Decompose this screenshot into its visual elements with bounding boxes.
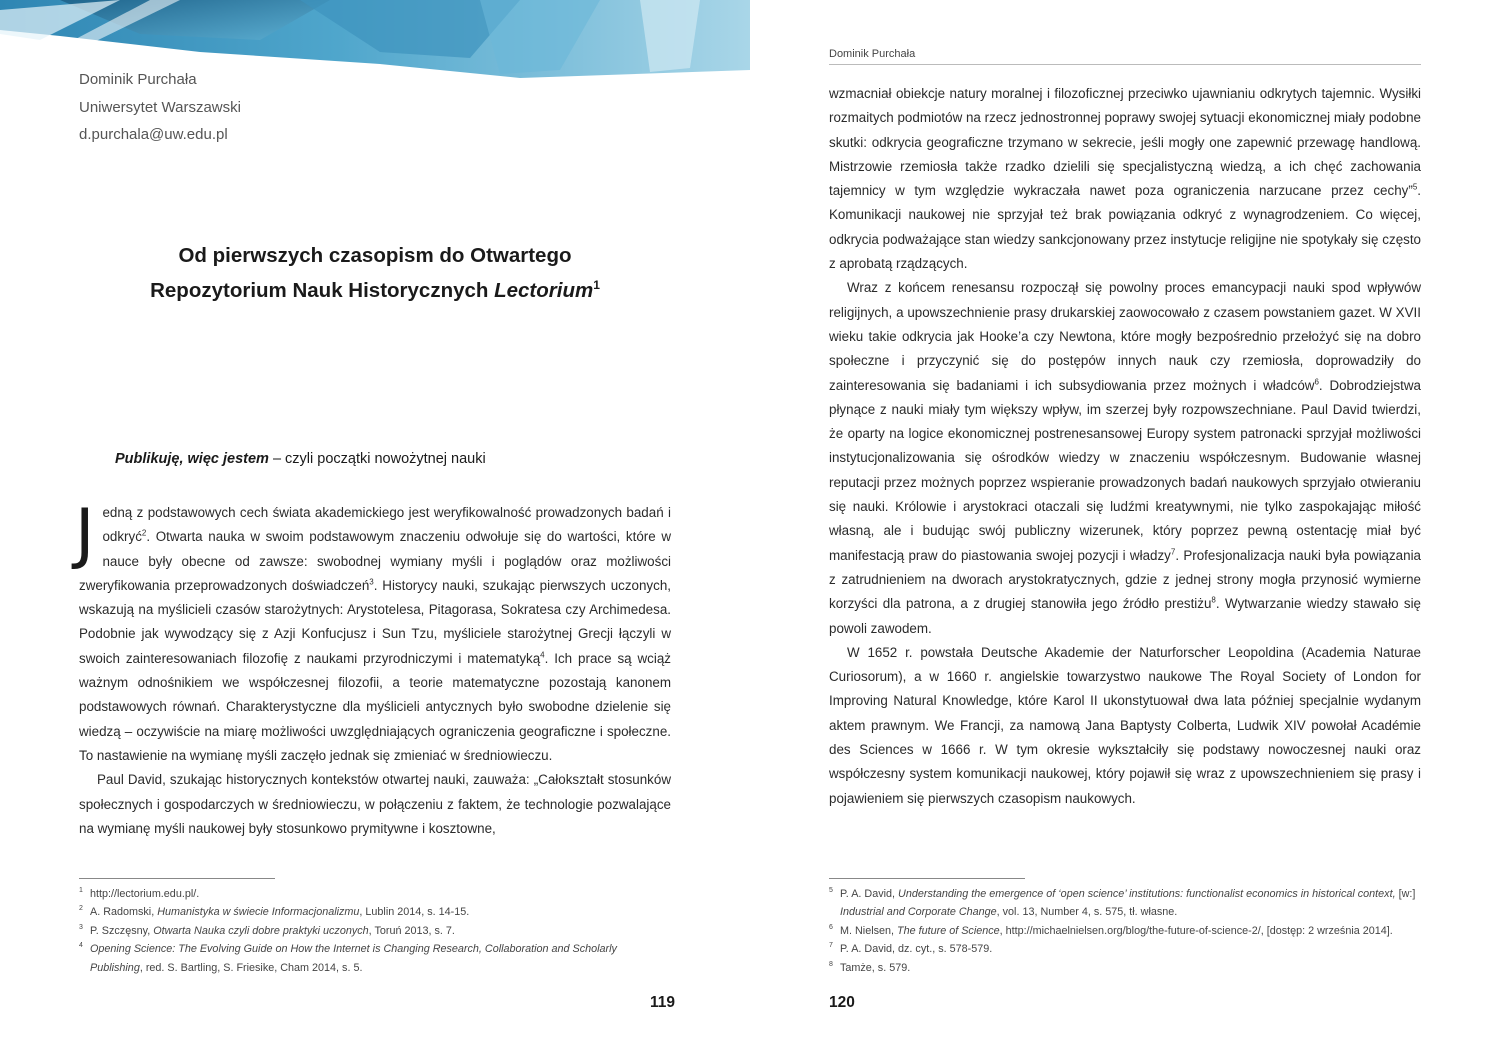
left-body-text (75, 495, 671, 841)
footnote-text: , Lublin 2014, s. 14-15. (359, 906, 470, 919)
footnote-italic: Otwarta Nauka czyli dobre praktyki uczonych (153, 924, 369, 937)
footnote-number: 3 (79, 923, 83, 931)
footnote-text: A. Radomski, (90, 906, 158, 919)
footnote-italic: Understanding the emergence of ‘open science’ institutions: functionalist economics in historical context, (898, 888, 1396, 900)
footnote-italic: Opening Science: The Evolving Guide on How the Internet is Changing Research, Collaboration and Scholarly Publishing (90, 943, 617, 974)
footnote-ref-2: 2 (141, 528, 147, 538)
page-number: 119 (650, 994, 676, 1011)
footnote-italic: The future of Science (897, 924, 1000, 937)
footnote-ref-6: 6 (1314, 377, 1319, 387)
drop-cap: J (75, 495, 95, 572)
footnote-number: 6 (829, 923, 833, 931)
page-number: 120 (829, 994, 855, 1011)
title-line-2 (80, 273, 670, 308)
footnote-italic: Humanistyka w świecie Informacjonalizmu (157, 906, 360, 919)
article-title (80, 238, 670, 308)
text-run: wzmacniał obiekcje natury moralnej i filozoficznej przeciwko ujawnianiu odkrytych tajemnic. Wysiłki rozmaitych podmiotów na rzecz jednostronnej poprawy swojej sytuacji ekonomicznej miały podobne skutki: odkrycia geograficzne trzymano w sekrecie, jeśli mogły one zapewnić przewagę handlową. Mistrzowie rzemiosła także rzadko dzielili się specjalistyczną wiedzą, a ich chęć zachowania tajemnicy w tym względzie wykraczała nawet poza ograniczenia narzucane przez cechy” (829, 86, 1421, 199)
footnote-1 (79, 885, 671, 903)
right-paragraph-3: W 1652 r. powstała Deutsche Akademie der Naturforscher Leopoldina (Academia Naturae Curiosorum), a w 1660 r. angielskie towarzystwo naukowe The Royal Society of London for Improving Natural Knowledge, które Karol II ukonstytuował dwa lata później specjalnie wydanym aktem prawnym. We Francji, za namową Jana Baptysty Colberta, Ludwik XIV powołał Académie des Sciences w 1666 r. W tym okresie wykształciły się podstawy nowoczesnej nauki oraz współczesny system komunikacji naukowej, który pojawił się wraz z upowszechnieniem się prasy i pojawieniem się pierwszych czasopism naukowych. (829, 644, 1421, 806)
footnote-ref-4: 4 (540, 650, 545, 660)
text-run: . Komunikacji naukowej nie sprzyjał też brak powiązania odkryć z wynagrodzeniem. Co więcej, odkrycia podważające stan wiedzy sankcjonowany przez instytucje religijne nie spotykały się często z aprobatą rządzących. (829, 183, 1421, 272)
footnote-text: P. A. David, (840, 888, 899, 900)
footnote-7 (829, 940, 1421, 958)
left-paragraph-2: Paul David, szukając historycznych kontekstów otwartej nauki, zauważa: „Całokształt stosunków społecznych i gospodarczych w średniowieczu, w połączeniu z faktem, że technologie pozwalające na wymianę myśli naukowej były stosunkowo prymitywne i kosztowne, (79, 772, 671, 836)
footnote-text: Tamże, s. 579. (840, 961, 911, 974)
footnote-ref-3: 3 (369, 577, 374, 587)
footnote-number: 7 (829, 942, 833, 950)
author-affiliation: Uniwersytet Warszawski (79, 98, 241, 116)
footnote-number: 4 (79, 942, 83, 950)
footnote-divider (79, 878, 275, 879)
footnote-ref-8: 8 (1211, 595, 1216, 605)
footnote-text: P. A. David, dz. cyt., s. 578-579. (840, 943, 993, 956)
text-run: . Dobrodziejstwa płynące z nauki miały tym większy wpływ, im szerzej były rozpowszechniane. Paul David twierdzi, że oparty na logice ekonomicznej postrenesansowej Europy system patronacki sprzyjał możliwości instytucjonalizowania się ośrodków wiedzy w znaczeniu współczesnym. Budowanie własnej reputacji przez możnych poprzez wspieranie prowadzonych badań naukowych sprzyjało otwieraniu się nauki. Królowie i arystokraci otaczali się ludźmi kreatywnymi, nie tylko zaspokajając miłość własną, ale i budując swój publiczny wizerunek, który poprzez pewną ostentację miał być manifestacją praw do piastowania swojej pozycji i władzy (829, 377, 1421, 563)
text-run: . Otwarta nauka w swoim podstawowym znaczeniu odwołuje się do wartości, które w nauce były obecne od zawsze: swobodnej wymiany myśli i poglądów oraz możliwości zweryfikowania przeprowadzonych doświadczeń (79, 529, 671, 593)
title-line-1: Od pierwszych czasopism do Otwartego (178, 244, 572, 267)
footnote-8 (829, 959, 1421, 977)
text-run: Wraz z końcem renesansu rozpoczął się powolny proces emancypacji nauki spod wpływów religijnych, a upowszechnienie prasy drukarskiej zaowocowało z czasem powstaniem gazet. W XVII wieku takie odkrycia jak Hooke’a czy Newtona, które mogły bezpośrednio przełożyć się na dobro społeczne i przyczynić się do postępów innych nauk czy rzemiosła, doprowadziły do zainteresowania się badaniami i ich subsydiowania przez możnych i władców (829, 280, 1421, 393)
author-email: d.purchala@uw.edu.pl (79, 126, 228, 143)
author-name: Dominik Purchała (79, 71, 197, 88)
footnote-3 (79, 922, 671, 940)
footnote-4 (79, 940, 671, 977)
left-footnotes (79, 885, 671, 977)
section-heading-rest: – czyli początki nowożytnej nauki (268, 451, 486, 467)
footnote-number: 1 (79, 887, 83, 894)
footnote-number: 8 (829, 960, 833, 968)
right-paragraph-2 (829, 276, 1421, 640)
text-run: . Profesjonalizacja nauki była powiązania z zatrudnieniem na dworach arystokratycznych, gdzie z jednej strony mogła przynosić wymierne korzyści dla patrona, a z drugiej stanowiła jego źródło prestiżu (829, 547, 1422, 612)
footnote-text: , http://michaelnielsen.org/blog/the-future-of-science-2/, [dostęp: 2 września 2014]. (999, 924, 1393, 937)
footnote-5 (829, 885, 1421, 922)
text-run: . Historycy nauki, szukając pierwszych uczonych, wskazują na myślicieli czasów starożytnych: Arystotelesa, Pitagorasa, Sokratesa czy Archimedesa. Podobnie jak wywodzący się z Azji Konfucjusz i Sun Tzu, myśliciele starożytnej Grecji łączyli w swoich zainteresowaniach filozofię z naukami przyrodniczymi i matematyką (79, 577, 671, 666)
text-run: . Ich prace są wciąż ważnym odnośnikiem we współczesnej filozofii, a teorie matematyczne pozostają kanonem podstawowych równań. Charakterystyczne dla myślicieli antycznych było swobodne dzielenie się wiedzą – oczywiście na miarę możliwości uwzględniających ograniczenia geograficzne i społeczne. To nastawienie na wymianę myśli zaczęło jednak się zmieniać w średniowieczu. (79, 650, 671, 763)
author-block (79, 66, 241, 149)
footnote-divider (829, 878, 1025, 879)
section-heading (115, 451, 486, 467)
footnote-text: , red. S. Bartling, S. Friesike, Cham 2014, s. 5. (139, 961, 363, 974)
header-divider (829, 64, 1421, 65)
right-footnotes (829, 885, 1421, 977)
footnote-ref-7: 7 (1170, 547, 1176, 557)
title-footnote-ref: 1 (593, 278, 600, 293)
running-header: Dominik Purchała (829, 48, 916, 60)
right-body-text (829, 82, 1421, 811)
footnote-6 (829, 922, 1421, 940)
section-heading-italic: Publikuję, więc jestem (115, 451, 269, 467)
left-paragraph-1 (75, 495, 671, 768)
title-italic-lectorium: Lectorium (494, 279, 594, 302)
footnote-italic: Industrial and Corporate Change (840, 906, 997, 919)
footnote-2 (79, 903, 671, 921)
footnote-number: 2 (79, 905, 83, 913)
footnote-text: , vol. 13, Number 4, s. 575, tł. własne. (996, 906, 1178, 919)
footnote-text: , Toruń 2013, s. 7. (368, 924, 455, 937)
text-run: . Wytwarzanie wiedzy stawało się powoli zawodem. (829, 596, 1422, 636)
footnote-number: 5 (829, 887, 833, 894)
footnote-text: [w:] (1395, 888, 1416, 900)
text-run: edną z podstawowych cech świata akademickiego jest weryfikowalność prowadzonych badań i odkryć (102, 505, 671, 545)
footnote-link[interactable]: http://lectorium.edu.pl/. (90, 888, 200, 900)
footnote-ref-5: 5 (1412, 182, 1418, 192)
footnote-text: P. Szczęsny, (90, 924, 154, 937)
right-paragraph-1 (829, 82, 1421, 276)
footnote-text: M. Nielsen, (840, 924, 897, 937)
title-line-2-text: Repozytorium Nauk Historycznych (150, 279, 495, 302)
